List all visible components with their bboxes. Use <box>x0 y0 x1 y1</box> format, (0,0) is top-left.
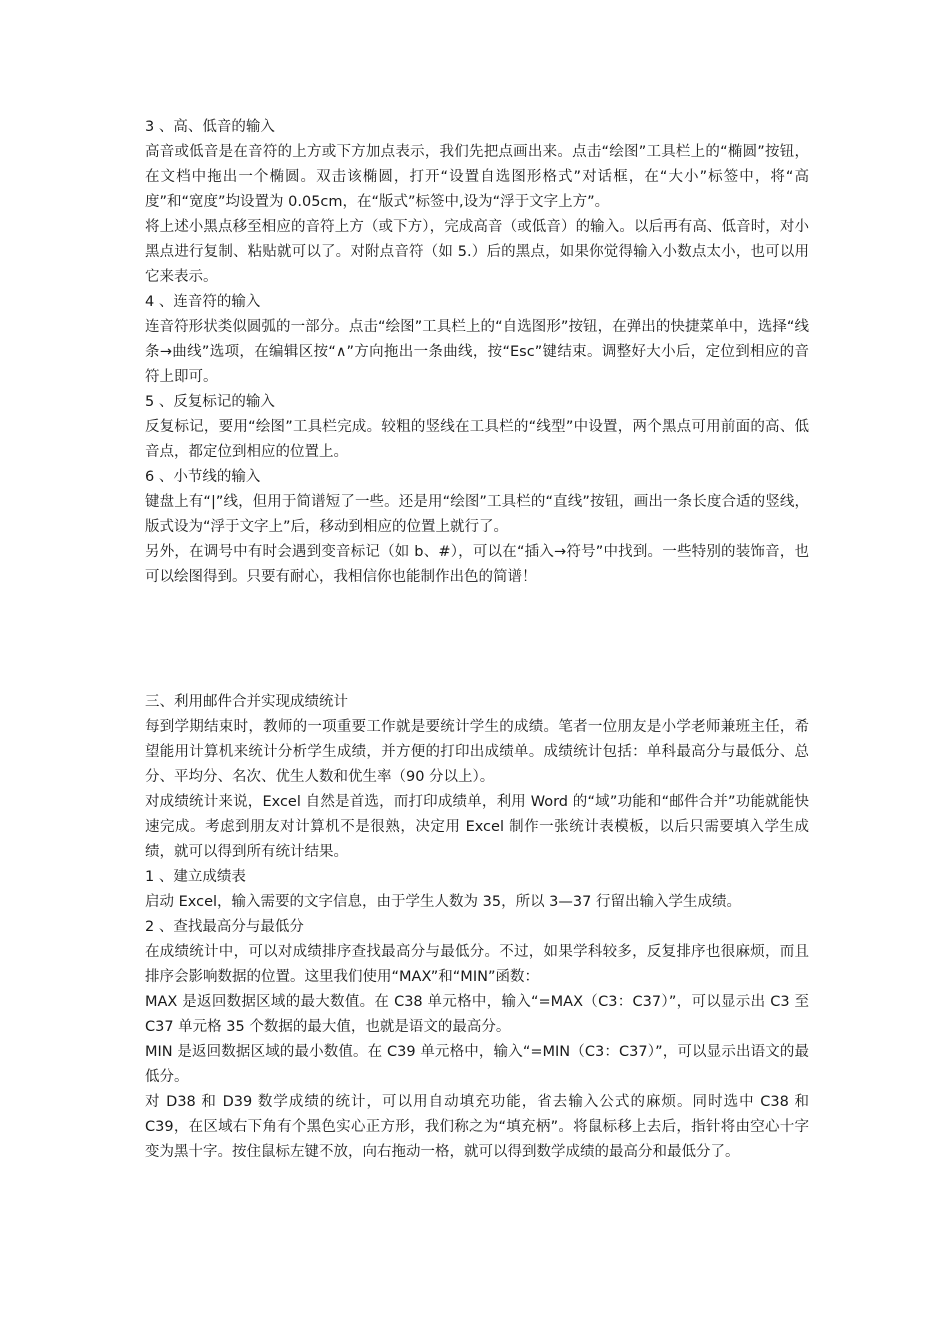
section-gap <box>145 590 809 690</box>
section-grade-stats <box>145 690 809 1165</box>
paragraph: 另外，在调号中有时会遇到变音标记（如 b、#），可以在“插入→符号”中找到。一些特别的装饰音，也可以绘图得到。只要有耐心，我相信你也能制作出色的简谱！ <box>145 544 809 585</box>
heading-mail-merge: 三、利用邮件合并实现成绩统计 <box>145 694 348 710</box>
paragraph: 将上述小黑点移至相应的音符上方（或下方），完成高音（或低音）的输入。以后再有高、低音时，对小黑点进行复制、粘贴就可以了。对附点音符（如 5.）后的黑点，如果你觉得输入小数点太小，也可以用它来表示。 <box>145 219 809 285</box>
heading-max-min: 2 、查找最高分与最低分 <box>145 919 304 935</box>
heading-repeat-mark: 5 、反复标记的输入 <box>145 394 275 410</box>
section-notation <box>145 115 809 590</box>
document-page <box>145 115 809 1165</box>
paragraph: 每到学期结束时，教师的一项重要工作就是要统计学生的成绩。笔者一位朋友是小学老师兼班主任，希望能用计算机来统计分析学生成绩，并方便的打印出成绩单。成绩统计包括：单科最高分与最低分、总分、平均分、名次、优生人数和优生率（90 分以上）。 <box>145 719 809 785</box>
paragraph: 对 D38 和 D39 数学成绩的统计，可以用自动填充功能，省去输入公式的麻烦。同时选中 C38 和 C39，在区域右下角有个黑色实心正方形，我们称之为“填充柄”。将鼠标移上去后，指针将由空心十字变为黑十字。按住鼠标左键不放，向右拖动一格，就可以得到数学成绩的最高分和最低分了。 <box>145 1094 809 1160</box>
heading-high-low-notes: 3 、高、低音的输入 <box>145 119 275 135</box>
paragraph: 键盘上有“|”线，但用于简谱短了一些。还是用“绘图”工具栏的“直线”按钮，画出一条长度合适的竖线，版式设为“浮于文字上”后，移动到相应的位置上就行了。 <box>145 494 809 535</box>
paragraph: MAX 是返回数据区域的最大数值。在 C38 单元格中，输入“=MAX（C3：C37）”，可以显示出 C3 至 C37 单元格 35 个数据的最大值，也就是语文的最高分。 <box>145 994 809 1035</box>
paragraph: 反复标记，要用“绘图”工具栏完成。较粗的竖线在工具栏的“线型”中设置，两个黑点可用前面的高、低音点，都定位到相应的位置上。 <box>145 419 809 460</box>
paragraph: 在成绩统计中，可以对成绩排序查找最高分与最低分。不过，如果学科较多，反复排序也很麻烦，而且排序会影响数据的位置。这里我们使用“MAX”和“MIN”函数： <box>145 944 809 985</box>
heading-bar-line: 6 、小节线的输入 <box>145 469 261 485</box>
paragraph: 对成绩统计来说，Excel 自然是首选，而打印成绩单，利用 Word 的“域”功能和“邮件合并”功能就能快速完成。考虑到朋友对计算机不是很熟，决定用 Excel 制作一张统计表模板，以后只需要填入学生成绩，就可以得到所有统计结果。 <box>145 794 809 860</box>
paragraph: 连音符形状类似圆弧的一部分。点击“绘图”工具栏上的“自选图形”按钮，在弹出的快捷菜单中，选择“线条→曲线”选项，在编辑区按“∧”方向拖出一条曲线，按“Esc”键结束。调整好大小后，定位到相应的音符上即可。 <box>145 319 809 385</box>
paragraph: 启动 Excel，输入需要的文字信息，由于学生人数为 35，所以 3—37 行留出输入学生成绩。 <box>145 894 741 910</box>
heading-create-table: 1 、建立成绩表 <box>145 869 246 885</box>
heading-slur: 4 、连音符的输入 <box>145 294 261 310</box>
paragraph: 高音或低音是在音符的上方或下方加点表示，我们先把点画出来。点击“绘图”工具栏上的“椭圆”按钮，在文档中拖出一个椭圆。双击该椭圆，打开“设置自选图形格式”对话框，在“大小”标签中，将“高度”和“宽度”均设置为 0.05cm，在“版式”标签中,设为“浮于文字上方”。 <box>145 144 809 210</box>
paragraph: MIN 是返回数据区域的最小数值。在 C39 单元格中，输入“=MIN（C3：C37）”，可以显示出语文的最低分。 <box>145 1044 809 1085</box>
